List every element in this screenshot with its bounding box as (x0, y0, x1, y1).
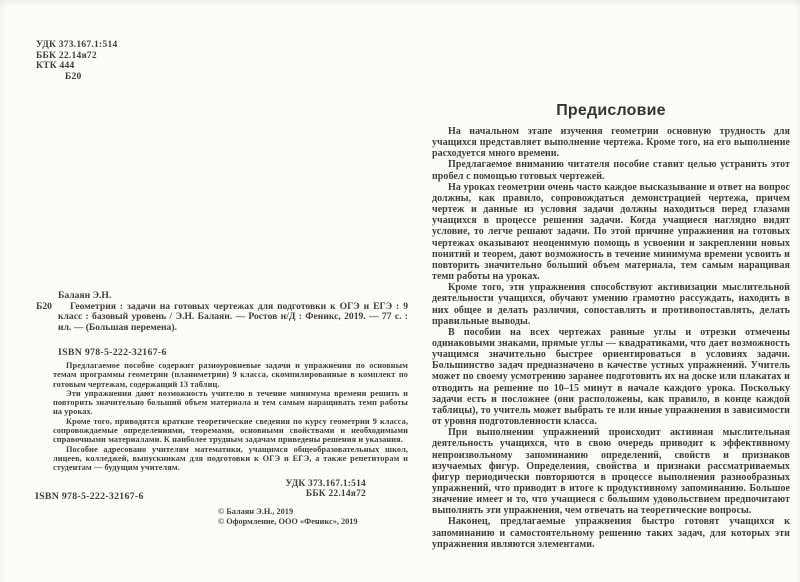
preface-paragraph: В пособии на всех чертежах равные углы и отрезки отмечены одинаковыми знаками, прямые углы — квадратиками, что дает возможность учащимся значительно быстрее ориентироваться в условиях задачи. Большинство задач предназначено в качестве устных упражнений. Учитель может по своему усмотрению заранее подготовить их на доске или плакатах и отводить на решение по 10–15 минут в начале каждого урока. Поскольку задачи есть и посложнее (они расположены, как правило, в конце каждой таблицы), то учитель может выбрать те или иные упражнения в зависимости от уровня подготовленности класса. (432, 326, 790, 428)
classification-codes-top (36, 40, 117, 82)
annotation-paragraph: Пособие адресовано учителям математики, учащимся общеобразовательных школ, лицеев, колледжей, выпускникам для подготовки к ОГЭ и ЕГЭ, а также репетиторам и студентам — будущим учителям. (53, 444, 408, 473)
annotation-paragraph: Эти упражнения дают возможность учителю в течение минимума времени решить и повторить значительно больший объем материала и тем самым наращивать темп работы на уроках. (53, 388, 408, 417)
copyright-block (218, 507, 358, 526)
preface-paragraph: На начальном этапе изучения геометрии основную трудность для учащихся представляет выполнение чертежа. Кроме того, на его выполнение расходуется много времени. (432, 126, 790, 160)
udk-code: УДК 373.167.1:514 (36, 40, 118, 50)
copyright-line-author: © Балаян Э.Н., 2019 (218, 507, 294, 516)
bbk-code: ББК 22.14я72 (36, 50, 97, 61)
annotation-paragraph: Кроме того, приводятся краткие теоретические сведения по курсу геометрии 9 класса, сопровождаемые определениями, теоремами, основными свойствами и необходимыми справочными материалами. К наиболее трудным задачам приведены решения и указания. (53, 416, 408, 445)
margin-author-sign-code: Б20 (36, 300, 52, 312)
author-sign-code: Б20 (65, 71, 82, 82)
preface-paragraph: Наконец, предлагаемые упражнения быстро готовят учащихся к запоминанию и самостоятельному решению таких задач, для которых эти упражнения являются элементами. (432, 516, 790, 550)
preface-paragraph: Предлагаемое вниманию читателя пособие ставит целью устранить этот пробел с помощью готовых чертежей. (432, 159, 790, 182)
udk-code-bottom: УДК 373.167.1:514 (285, 479, 366, 489)
author-line: Балаян Э.Н. (58, 290, 112, 301)
ktk-code: КТК 444 (36, 61, 75, 72)
catalog-entry-row (36, 302, 408, 334)
bbk-code-bottom: ББК 22.14я72 (305, 489, 366, 500)
preface-body (432, 126, 790, 550)
preface-title: Предисловие (556, 101, 666, 119)
isbn-line-top: ISBN 978-5-222-32167-6 (58, 347, 167, 358)
catalog-entry: Геометрия : задачи на готовых чертежах для подготовки к ОГЭ и ЕГЭ : 9 класс : базовый уровень / Э.Н. Балаян. — Ростов н/Д : Феникс, 2019. — 77 с. : ил. — (Большая перемена). (58, 300, 408, 334)
annotation-block (53, 361, 408, 473)
annotation-paragraph: Предлагаемое пособие содержит разноуровневые задачи и упражнения по основным темам программы геометрии (планиметрии) 9 класса, скомпилированные в комплект по готовым чертежам, содержащий 13 таблиц. (53, 361, 408, 389)
isbn-line-bottom: ISBN 978-5-222-32167-6 (35, 491, 144, 502)
preface-paragraph: Кроме того, эти упражнения способствуют активизации мыслительной деятельности учащихся, обучают умению грамотно рассуждать, находить в них общее и делать различия, сопоставлять и противопоставлять, делать правильные выводы. (432, 282, 790, 327)
catalog-card (36, 291, 408, 334)
preface-paragraph: На уроках геометрии очень часто каждое высказывание и ответ на вопрос должны, как правило, сопровождаться демонстрацией чертежа, причем чертеж и данные из условия задачи должны находиться перед глазами учащихся в процессе решения задачи. Когда учащиеся наглядно видят условие, то легче решают задачи. По этой причине упражнения на готовых чертежах оказывают неоценимую помощь в усвоении и закреплении новых понятий и теорем, дают возможность в течение минимума времени усвоить и повторить значительно бо́льший объем материала, тем самым наращивая темп работы на уроках. (432, 181, 790, 283)
copyright-line-publisher: © Оформление, ООО «Феникс», 2019 (218, 516, 358, 526)
preface-paragraph: При выполнении упражнений происходит активная мыслительная деятельность учащихся, что в свою очередь приводит к эффективному непроизвольному запоминанию определений, свойств и признаков изучаемых фигур. Определения, свойства и признаки рассматриваемых фигур периодически повторяются в процессе выполнения разнообразных упражнений, что приводит в итоге к продуктивному запоминанию. Большое значение имеет и то, что учащиеся с бо́льшим удовольствием предпочитают выполнять эти упражнения, чем отвечать на теоретические вопросы. (432, 427, 790, 517)
